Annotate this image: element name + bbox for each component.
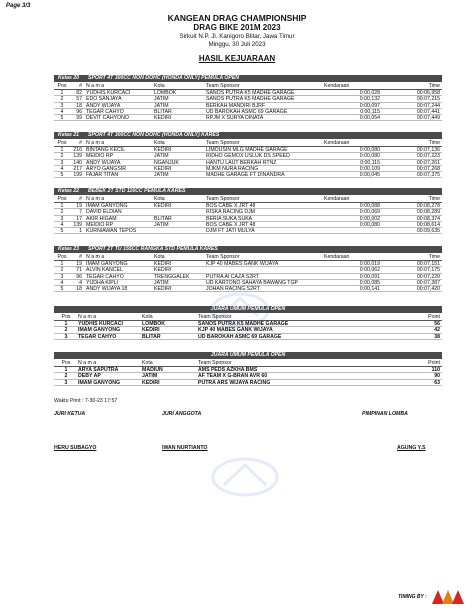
standings-row: 3 TEGAR CAHYO BLITAR UD BAROKAH ASMC 69 GARAGE 38	[54, 334, 442, 340]
class-colhead: Pos # N a m a Kota Team Sponsor Kendaraan Time	[54, 195, 442, 203]
timing-credit	[398, 588, 466, 606]
table-row: 5 18 ANDY WIJAYA 18 KEDIRI JOHAN RACING S2RT 0:00,141 00:07,420	[54, 286, 442, 292]
class-name: SPORT 4T 300CC NON DOHC (HONDA ONLY) PEMULA OPEN	[88, 75, 240, 81]
sig-name-heru: HERU SUBAGYO	[54, 445, 97, 451]
table-row: 3 18 ANDY WIJAYA JATIM BERKAH MANDIRI BJRF 0:00,097 00:07,244	[54, 103, 442, 109]
class-number: Kelas 23	[58, 246, 80, 252]
class-band	[54, 188, 442, 195]
table-row: 5 1 KURNIAWAN TEPOS DJM FT JATI MULYA 00:09,635	[54, 228, 442, 234]
class-colhead: Pos # N a m a Kota Team Sponsor Kendaraan Time	[54, 82, 442, 90]
juara-open-colhead: Pos N a m a Kota Team Sponsor Point	[54, 359, 442, 367]
table-row: 1 19 IMAM GANYONG KEDIRI KJP 40 MABES GANK WIJAYA 0:00,019 00:07,151	[54, 261, 442, 267]
timing-logo-icon	[430, 588, 466, 606]
timing-label: TIMING BY :	[398, 594, 427, 600]
sig-name-iwan: IWAN NURTIANTO	[162, 445, 208, 451]
standings-row: 1 YUDHIS KURCACI LOMBOK SANOS PUTRA K5 MADHE GARAGE 56	[54, 321, 442, 327]
print-time: Waktu Print : 7-30-23 17:57	[54, 398, 118, 404]
class-name: BEBEK 2T STD 116CC PEMULA KARES	[88, 188, 186, 194]
event-venue: Sirkuit N.P. Jl. Kanigoro Blitar, Jawa Timur	[179, 33, 295, 40]
table-row: 5 199 FAJAR TITAN JATIM MADHE GARAGE FT DINANDRA 0:00,045 00:07,375	[54, 172, 442, 178]
class-band	[54, 132, 442, 139]
section-title: HASIL KEJUARAAN	[198, 54, 276, 63]
table-row: 4 96 TEGAR CAHYO BLITAR UD BAROKAH ASMC 69 GARAGE 0:00,115 00:07,441	[54, 109, 442, 115]
table-row: 1 19 IMAM GANYONG KEDIRI BOS CABE X JRT 48 0:00,088 00:08,278	[54, 203, 442, 209]
table-row: 5 99 DEVIT CAHYONO KEDIRI RPJM X SURYA DINATA 0:00,054 00:07,449	[54, 115, 442, 121]
class-name: SPORT 4T 300CC NON DOHC (HONDA ONLY) KARES	[88, 132, 220, 138]
table-row: 2 139 MEIDIO RP JATIM RIDHO GEMOX USLUK DS SPEED 0:00,080 00:07,223	[54, 153, 442, 159]
event-date: Minggu, 30 Juli 2023	[208, 41, 266, 48]
table-row: 4 4 YUDHA KIPLI JATIM UD KARTONO SAHAYA BAWANG TGP 0:00,085 00:07,387	[54, 280, 442, 286]
class-band	[54, 246, 442, 253]
class-colhead: Pos # N a m a Kota Team Sponsor Kendaraan Time	[54, 139, 442, 147]
sig-pimpinan: PIMPINAN LOMBA	[362, 411, 408, 417]
sig-juri-anggota: JURI ANGGOTA	[162, 411, 202, 417]
class-block	[54, 188, 442, 234]
table-row: 1 216 BINTANG KECIL KEDIRI LIMOUSIN MLG MADHE GARAGE 0:00,080 00:07,136	[54, 147, 442, 153]
event-subtitle: DRAG BIKE 201M 2023	[193, 23, 281, 32]
table-row: 2 7 DAVID ELDIAN RISKA RACING DJM 0:00,069 00:08,289	[54, 209, 442, 215]
table-row: 4 217 ARYO GANGSIR KEDIRI MJKM NURA RACING 0:00,109 00:07,268	[54, 166, 442, 172]
class-number: Kelas 22	[58, 188, 80, 194]
juara-pemula-band: JUARA UMUM PEMULA OPEN	[54, 306, 442, 313]
page-number: Page 3/3	[6, 3, 31, 9]
class-name: SPORT 2T TU 155CC RANGKA STD PEMULA KARES	[88, 246, 218, 252]
table-row: 4 139 MEIDIO RP JATIM BOS CABE X JRT 48 0:00,080 00:08,614	[54, 222, 442, 228]
watermark-logo-bottom-icon	[210, 455, 280, 500]
sig-name-agung: AGUNG Y.S	[397, 445, 426, 451]
event-header	[0, 13, 474, 49]
juara-open-band: JUARA UMUM PEMULA OPEN	[54, 352, 442, 359]
table-row: 3 17 AKIR HIGAM BLITAR BERIA SUKA SUKA 0:00,002 00:08,374	[54, 216, 442, 222]
event-title: KANGEAN DRAG CHAMPIONSHIP	[167, 13, 307, 23]
standings-row: 1 ARYA SAPUTRA MADIUN AMS PEDS AZKHA BMS 110	[54, 367, 442, 373]
class-block	[54, 75, 442, 121]
class-number: Kelas 20	[58, 75, 80, 81]
class-colhead: Pos # N a m a Kota Team Sponsor Kendaraan Time	[54, 253, 442, 261]
juara-open-block	[54, 352, 442, 386]
table-row: 1 82 YUDHIS KURCACI LOMBOK SANOS PUTRA K5 MADHE GARAGE 0:00,028 00:06,958	[54, 90, 442, 96]
sig-juri-ketua: JURI KETUA	[54, 411, 86, 417]
juara-pemula-colhead: Pos N a m a Kota Team Sponsor Point	[54, 313, 442, 321]
table-row: 2 71 ALVIN KANCEL KEDIRI 0:00,062 00:07,175	[54, 267, 442, 273]
table-row: 3 140 ANDY WIJAYA NGANJUK HANTU LAUT BERKAH RTNZ 0:00,115 00:07,261	[54, 160, 442, 166]
class-block	[54, 132, 442, 178]
standings-row: 2 IMAM GANYONG KEDIRI KJP 40 MABES GANK WIJAYA 42	[54, 327, 442, 333]
class-block	[54, 246, 442, 292]
class-number: Kelas 21	[58, 132, 80, 138]
watermark-logo-icon	[210, 290, 270, 330]
table-row: 3 96 TEGAR CAHYO TRENGGALEK PUTRA AI CAZA S2RT 0:00,091 00:07,220	[54, 274, 442, 280]
standings-row: 2 DEBY AP JATIM AF TEAM X G-BRAN AVR 60 90	[54, 373, 442, 379]
standings-row: 3 IMAM GANYONG KEDIRI PUTRA ARS WIJAYA RACING 63	[54, 380, 442, 386]
class-band	[54, 75, 442, 82]
table-row: 2 57 EDO SANJAYA JATIM SANOS PUTRA K5 MADHE GARAGE 0:00,132 00:07,215	[54, 96, 442, 102]
